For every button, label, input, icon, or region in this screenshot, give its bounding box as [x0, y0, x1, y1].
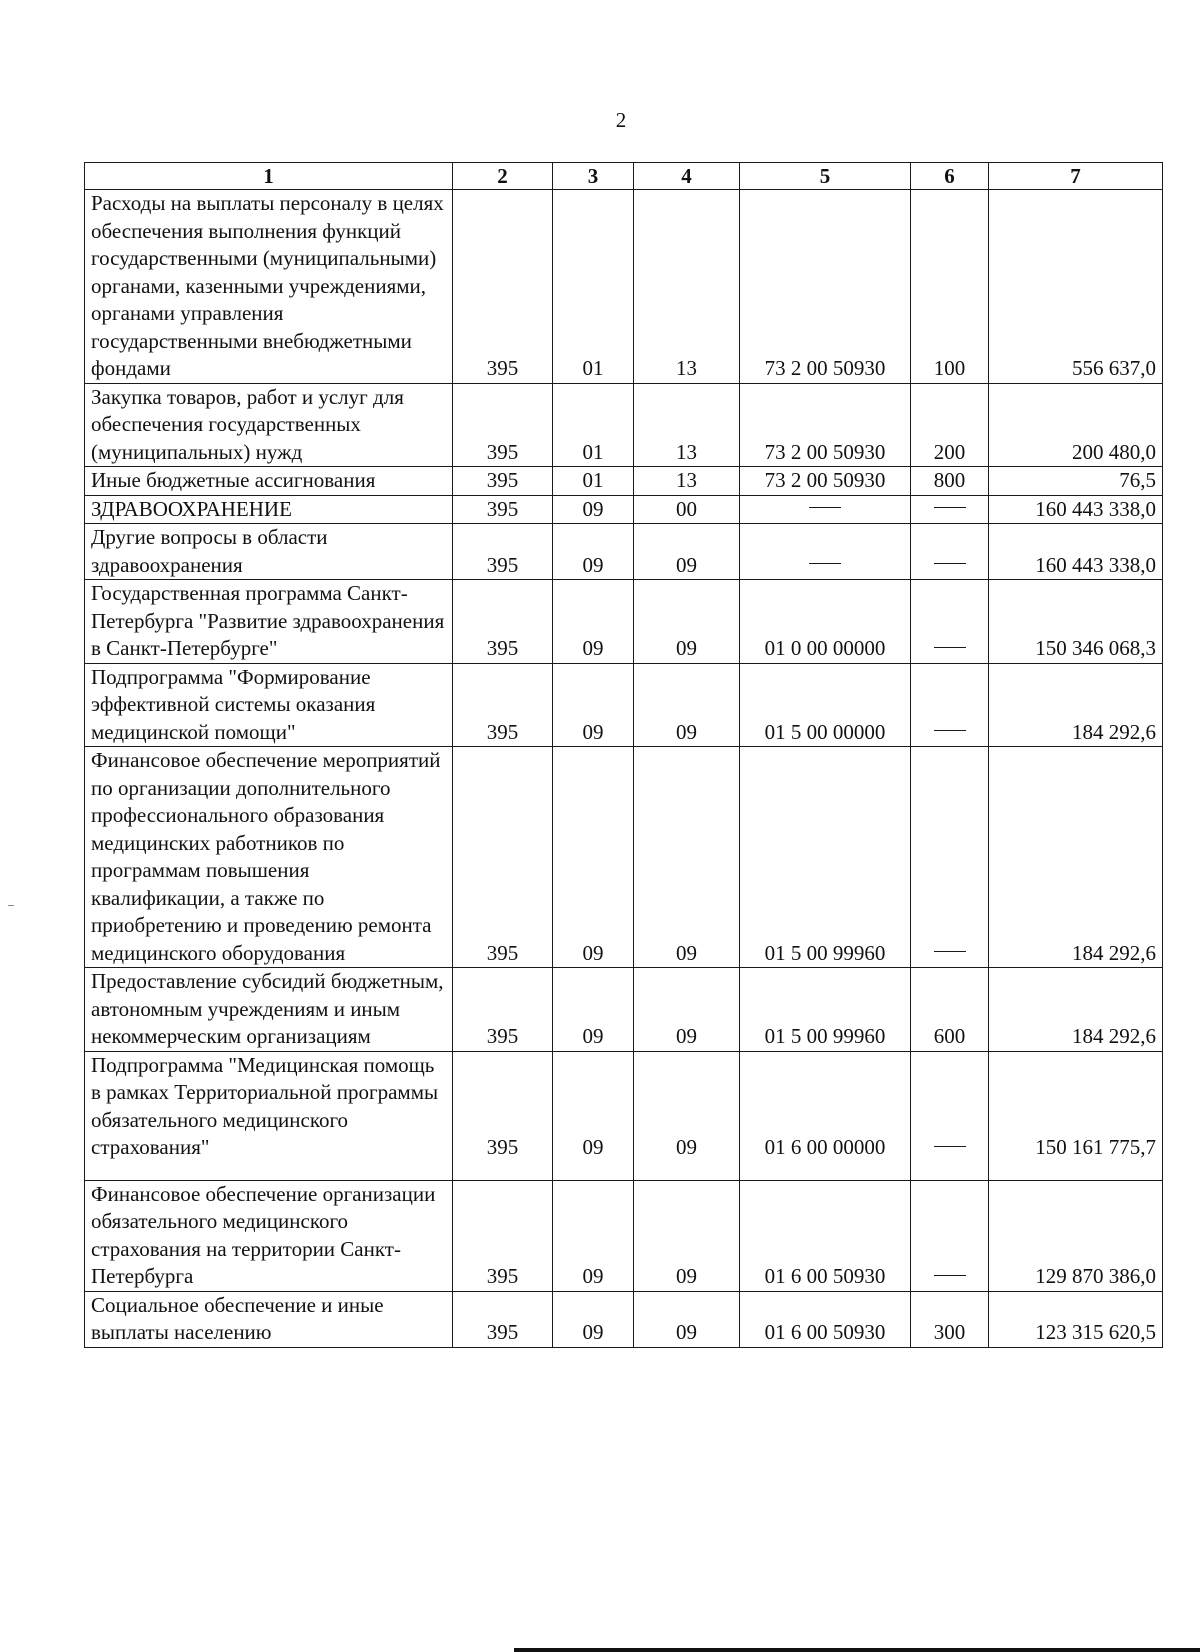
row-name: Другие вопросы в области здравоохранения	[85, 524, 453, 580]
row-subsection: 09	[634, 1180, 740, 1291]
row-name: Подпрограмма "Медицинская помощь в рамках Территориальной программы обязательного медицинского страхования"	[85, 1051, 453, 1180]
row-subsection: 09	[634, 1051, 740, 1180]
row-grbs: 395	[453, 580, 553, 664]
table-row	[85, 190, 1163, 384]
row-sum: 556 637,0	[989, 190, 1163, 384]
row-target-code: 01 6 00 50930	[740, 1291, 911, 1347]
row-name: Предоставление субсидий бюджетным, автономным учреждениям и иным некоммерческим организациям	[85, 968, 453, 1052]
row-target-code: 01 5 00 99960	[740, 968, 911, 1052]
row-section: 09	[553, 495, 634, 524]
row-target-code: 73 2 00 50930	[740, 383, 911, 467]
row-subsection: 13	[634, 190, 740, 384]
dash-mark	[934, 951, 966, 952]
row-section: 01	[553, 467, 634, 496]
row-grbs: 395	[453, 1291, 553, 1347]
dash-mark	[809, 507, 841, 508]
row-name: Социальное обеспечение и иные выплаты населению	[85, 1291, 453, 1347]
row-expense-type: 100	[911, 190, 989, 384]
column-header: 5	[740, 163, 911, 190]
dash-mark	[934, 1275, 966, 1276]
row-name: Финансовое обеспечение мероприятий по организации дополнительного профессионального образования медицинских работников по программам повышения квалификации, а также по приобретению и проведению ремонта медицинского оборудования	[85, 747, 453, 968]
row-target-code: 01 6 00 50930	[740, 1180, 911, 1291]
row-expense-type	[911, 1051, 989, 1180]
table-row	[85, 1051, 1163, 1180]
row-expense-type	[911, 580, 989, 664]
row-target-code: 01 6 00 00000	[740, 1051, 911, 1180]
row-target-code: 01 5 00 00000	[740, 663, 911, 747]
row-section: 09	[553, 663, 634, 747]
table-row	[85, 747, 1163, 968]
row-sum: 200 480,0	[989, 383, 1163, 467]
table-row	[85, 1291, 1163, 1347]
column-header: 7	[989, 163, 1163, 190]
row-section: 09	[553, 524, 634, 580]
dash-mark	[934, 507, 966, 508]
row-subsection: 13	[634, 467, 740, 496]
table-header-row	[85, 163, 1163, 190]
row-name: Иные бюджетные ассигнования	[85, 467, 453, 496]
dash-mark	[934, 1146, 966, 1147]
row-subsection: 00	[634, 495, 740, 524]
row-section: 09	[553, 1291, 634, 1347]
row-sum: 184 292,6	[989, 968, 1163, 1052]
row-name: Государственная программа Санкт-Петербурга "Развитие здравоохранения в Санкт-Петербурге"	[85, 580, 453, 664]
row-expense-type	[911, 495, 989, 524]
row-sum: 184 292,6	[989, 747, 1163, 968]
row-subsection: 09	[634, 1291, 740, 1347]
column-header: 4	[634, 163, 740, 190]
row-grbs: 395	[453, 467, 553, 496]
row-subsection: 09	[634, 663, 740, 747]
row-sum: 150 346 068,3	[989, 580, 1163, 664]
row-target-code: 01 5 00 99960	[740, 747, 911, 968]
table-row	[85, 383, 1163, 467]
row-expense-type: 800	[911, 467, 989, 496]
table-row	[85, 1180, 1163, 1291]
row-sum: 123 315 620,5	[989, 1291, 1163, 1347]
row-name: Подпрограмма "Формирование эффективной системы оказания медицинской помощи"	[85, 663, 453, 747]
row-sum: 184 292,6	[989, 663, 1163, 747]
row-name: Финансовое обеспечение организации обязательного медицинского страхования на территории Санкт-Петербурга	[85, 1180, 453, 1291]
dash-mark	[934, 563, 966, 564]
table-row	[85, 968, 1163, 1052]
row-grbs: 395	[453, 495, 553, 524]
row-name: Закупка товаров, работ и услуг для обеспечения государственных (муниципальных) нужд	[85, 383, 453, 467]
row-sum: 150 161 775,7	[989, 1051, 1163, 1180]
row-subsection: 09	[634, 747, 740, 968]
row-sum: 160 443 338,0	[989, 524, 1163, 580]
column-header: 6	[911, 163, 989, 190]
row-expense-type	[911, 524, 989, 580]
row-expense-type: 200	[911, 383, 989, 467]
row-sum: 129 870 386,0	[989, 1180, 1163, 1291]
budget-table	[84, 162, 1163, 1348]
row-expense-type	[911, 1180, 989, 1291]
row-name: ЗДРАВООХРАНЕНИЕ	[85, 495, 453, 524]
column-header: 2	[453, 163, 553, 190]
row-grbs: 395	[453, 524, 553, 580]
row-section: 09	[553, 1180, 634, 1291]
row-subsection: 09	[634, 524, 740, 580]
row-grbs: 395	[453, 968, 553, 1052]
dash-mark	[934, 730, 966, 731]
row-grbs: 395	[453, 190, 553, 384]
row-grbs: 395	[453, 383, 553, 467]
bottom-rule	[514, 1648, 1200, 1652]
row-target-code: 01 0 00 00000	[740, 580, 911, 664]
row-section: 09	[553, 1051, 634, 1180]
row-subsection: 13	[634, 383, 740, 467]
column-header: 1	[85, 163, 453, 190]
table-row	[85, 467, 1163, 496]
row-sum: 76,5	[989, 467, 1163, 496]
row-subsection: 09	[634, 580, 740, 664]
row-section: 09	[553, 580, 634, 664]
scan-margin-mark	[8, 905, 14, 906]
row-expense-type	[911, 663, 989, 747]
row-expense-type: 600	[911, 968, 989, 1052]
dash-mark	[934, 647, 966, 648]
row-expense-type: 300	[911, 1291, 989, 1347]
row-name: Расходы на выплаты персоналу в целях обеспечения выполнения функций государственными (муниципальными) органами, казенными учреждениями, органами управления государственными внебюджетными фондами	[85, 190, 453, 384]
column-header: 3	[553, 163, 634, 190]
dash-mark	[809, 563, 841, 564]
row-target-code: 73 2 00 50930	[740, 467, 911, 496]
row-target-code	[740, 495, 911, 524]
row-target-code: 73 2 00 50930	[740, 190, 911, 384]
row-section: 09	[553, 968, 634, 1052]
table-row	[85, 524, 1163, 580]
page-number: 2	[615, 108, 627, 132]
table-row	[85, 495, 1163, 524]
row-grbs: 395	[453, 663, 553, 747]
row-expense-type	[911, 747, 989, 968]
row-grbs: 395	[453, 747, 553, 968]
row-subsection: 09	[634, 968, 740, 1052]
table-row	[85, 663, 1163, 747]
row-target-code	[740, 524, 911, 580]
table-row	[85, 580, 1163, 664]
row-grbs: 395	[453, 1180, 553, 1291]
row-section: 01	[553, 383, 634, 467]
row-section: 01	[553, 190, 634, 384]
row-section: 09	[553, 747, 634, 968]
row-sum: 160 443 338,0	[989, 495, 1163, 524]
row-grbs: 395	[453, 1051, 553, 1180]
